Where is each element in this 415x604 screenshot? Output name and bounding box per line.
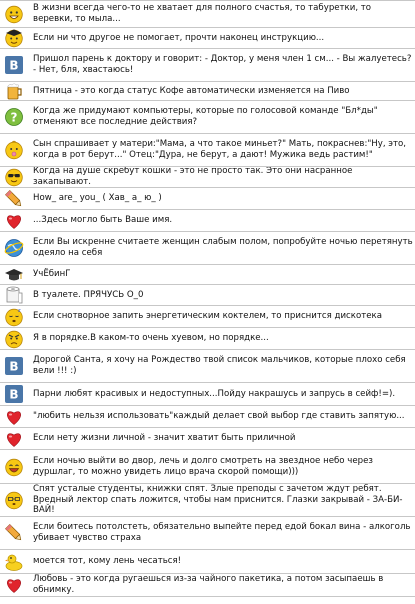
vkontakte-logo-icon [4, 384, 24, 404]
svg-text:z: z [18, 307, 21, 314]
status-row[interactable] [0, 350, 415, 383]
browser-globe-icon [4, 238, 24, 258]
status-text: Когда на душе скребут кошки - это не просто так. Это они насранное закапывают. [33, 167, 353, 187]
status-text: Пришол парень к доктору и говорит: - Доктор, у меня член 1 см... - Вы жалуетесь? - Нет, бля, хвастаюсь! [33, 54, 412, 75]
status-text: "любить нельзя использовать"каждый делает свой выбор где ставить запятую... [33, 411, 405, 422]
question-mark-icon [4, 107, 24, 127]
status-row[interactable] [0, 28, 415, 49]
status-text: В туалете. ПРЯЧУСЬ О_0 [33, 289, 144, 300]
status-row[interactable] [0, 232, 415, 265]
status-text: Пятница - это когда статус Кофе автоматически изменяется на Пиво [33, 85, 350, 96]
status-row[interactable] [0, 167, 415, 188]
status-row[interactable] [0, 517, 415, 550]
status-row[interactable] [0, 49, 415, 82]
status-text: моется тот, кому лень чесаться! [33, 556, 182, 567]
status-text: В жизни всегда чего-то не хватает для полного счастья, то табуретки, то веревки, то мыла... [33, 3, 372, 24]
status-row[interactable] [0, 188, 415, 210]
status-row[interactable] [0, 450, 415, 484]
status-row[interactable] [0, 82, 415, 101]
status-row[interactable] [0, 0, 415, 28]
status-row[interactable] [0, 210, 415, 232]
status-row[interactable] [0, 285, 415, 306]
status-row[interactable] [0, 428, 415, 450]
status-row[interactable] [0, 328, 415, 350]
baby-smiley-icon [4, 140, 24, 160]
status-text: Если нету жизни личной - значит хватит быть приличной [33, 433, 296, 444]
status-text: Если боитесь потолстеть, обязательно выпейте перед едой бокал вина - алкоголь убивает чувство страха [33, 522, 411, 543]
heart-icon [4, 429, 24, 449]
status-text: Я в порядке.В каком-то очень хуевом, но порядке... [33, 333, 269, 344]
status-row[interactable] [0, 306, 415, 328]
heart-icon [4, 407, 24, 427]
status-text: Парни любят красивых и недоступных...Пойду накрашусь и запрусь в сейф!=). [33, 388, 396, 399]
heart-icon [4, 211, 24, 231]
pencil-icon [4, 523, 24, 543]
status-text: Спят усталые студенты, книжки спят. Злые преподы с зачетом ждут ребят. Вредный лектор спать ложится, чтобы нам приснится. Глазки закрывай - ЗА-БИ-ВАЙ! [33, 484, 403, 516]
svg-text:B: B [9, 58, 19, 73]
status-text: Если Вы искренне считаете женщин слабым полом, попробуйте ночью перетянуть одеяло на себя [33, 237, 413, 258]
status-text: Если ни что другое не помогает, прочти наконец инструкцию... [33, 32, 325, 43]
status-row[interactable] [0, 134, 415, 167]
status-row[interactable] [0, 383, 415, 406]
status-text: Если ночью выйти во двор, лечь и долго смотреть на звездное небо через дуршлаг, то можно увидеть лицо врача скорой помощи))) [33, 455, 373, 477]
grinning-smiley-icon [4, 4, 24, 24]
status-row[interactable] [0, 484, 415, 517]
status-text: Сын спрашивает у матери:"Мама, а что такое миньет?" Мать, покраснев:"Ну, это, когда в рот берут..." Отец:"Дура, не берут, а дают! Мужика ведь растим!" [33, 139, 407, 160]
status-text: УчЁбинГ [33, 269, 71, 280]
status-row[interactable] [0, 574, 415, 597]
pencil-icon [4, 189, 24, 209]
svg-text:?: ? [10, 110, 18, 125]
rubber-duck-icon [4, 552, 24, 572]
toilet-paper-icon [4, 285, 24, 305]
beer-mug-icon [4, 82, 24, 101]
heart-icon [4, 575, 24, 595]
status-text: Любовь - это когда ругаешься из-за чайного пакетика, а потом засыпаешь в обнимку. [33, 574, 384, 595]
status-row[interactable] [0, 265, 415, 285]
svg-text:B: B [9, 359, 19, 374]
student-smiley-icon [4, 490, 24, 510]
laughing-smiley-icon [4, 457, 24, 477]
status-row[interactable] [0, 101, 415, 134]
vkontakte-logo-icon [4, 55, 24, 75]
vkontakte-logo-icon [4, 356, 24, 376]
status-text: Когда же придумают компьютеры, которые по голосовой команде "Бл*ды" отменяют все последние действия? [33, 106, 378, 127]
graduate-smiley-icon [4, 28, 24, 48]
status-text: How_ are_ you_ ( Хав_ а_ ю_ ) [33, 193, 162, 204]
status-text: ...Здесь могло быть Ваше имя. [33, 215, 173, 226]
svg-text:B: B [9, 387, 19, 402]
angry-smiley-icon [4, 329, 24, 349]
sunglasses-smiley-icon [4, 167, 24, 187]
status-text: Если снотворное запить энергетическим коктелем, то приснится дискотека [33, 311, 382, 322]
graduation-cap-icon [4, 265, 24, 285]
status-text: Дорогой Санта, я хочу на Рождество твой список мальчиков, которые плохо себя вели !!! :) [33, 355, 406, 376]
sleeping-smiley-icon [4, 307, 24, 327]
status-row[interactable] [0, 550, 415, 574]
status-row[interactable] [0, 406, 415, 428]
